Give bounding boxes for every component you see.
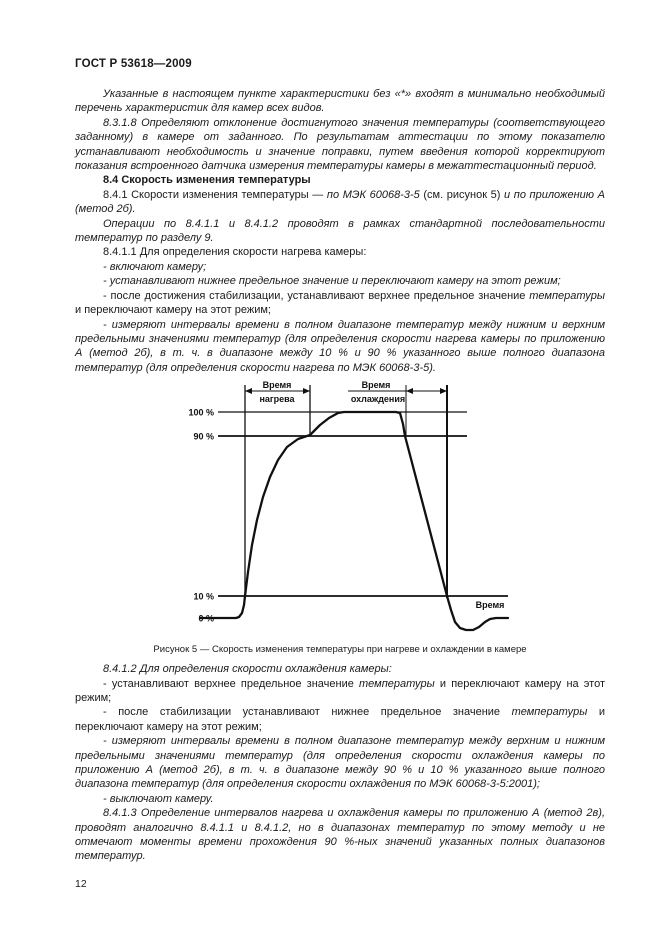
dimension-label: Время xyxy=(361,380,391,391)
paragraph: - включают камеру; xyxy=(103,260,207,273)
figure-5 xyxy=(160,379,510,632)
arrowhead-icon xyxy=(245,388,252,394)
paragraph: - после стабилизации устанавливают нижнее предельное значение температуры и переключают камеру на этот режим; xyxy=(75,706,606,733)
paragraph: 8.4.1.2 Для определения скорости охлаждения камеры: xyxy=(103,663,392,676)
arrowhead-icon xyxy=(440,388,447,394)
y-tick-label: 90 % xyxy=(193,431,214,442)
paragraph: 8.4 Скорость изменения температуры xyxy=(103,174,311,187)
y-tick-label: 0 % xyxy=(198,613,214,624)
arrowhead-icon xyxy=(303,388,310,394)
arrowhead-icon xyxy=(406,388,413,394)
temperature-curve xyxy=(200,412,508,630)
paragraph: Указанные в настоящем пункте характеристики без «*» входят в минимально необходимый перечень характеристик для камер всех видов. xyxy=(75,88,605,115)
page-number: 12 xyxy=(75,877,87,890)
paragraph: Операции по 8.4.1.1 и 8.4.1.2 проводят в рамках стандартной последовательности температур по разделу 9. xyxy=(75,217,605,245)
figure-caption: Рисунок 5 — Скорость изменения температуры при нагреве и охлаждении в камере xyxy=(153,644,527,656)
paragraph: 8.4.1 Скорости изменения температуры — по МЭК 60068-3-5 (см. рисунок 5) и по приложению А (метод 2б). xyxy=(75,188,606,216)
paragraph: 8.4.1.3 Определение интервалов нагрева и охлаждения камеры по приложению А (метод 2в), проводят аналогично 8.4.1.1 и 8.4.1.2, но в диапазонах температур по этому методу и не отмечают моменты времени прохождения 90 %-ных значений указанных полных диапазонов температур. xyxy=(75,807,605,863)
paragraph: - измеряют интервалы времени в полном диапазоне температур между нижним и верхним предельными значениями температур (для определения скорости нагрева камеры по приложению А (метод 2б), в т. ч. в диапазоне между 10 % и 90 % указанного выше полного диапазона температур (для определения скорости нагрева по МЭК 60068-3-5). xyxy=(75,318,605,374)
paragraph: 8.3.1.8 Определяют отклонение достигнутого значения температуры (соответствующего заданному) в камере от заданного. По результатам аттестации по этому показателю устанавливают необходимость и значение поправки, путем введения которой корректируют показания встроенного датчика измерения температуры камеры в межаттестационный период. xyxy=(75,116,605,173)
body-text-after-figure xyxy=(75,662,605,864)
paragraph: - устанавливают верхнее предельное значение температуры и переключают камеру на этот режим; xyxy=(75,677,605,704)
paragraph: - измеряют интервалы времени в полном диапазоне температур между верхним и нижним предельными значениями температур (для определения скорости охлаждения камеры по приложению А (метод 2б), в т. ч. в диапазоне между 90 % и 10 % указанного выше полного диапазона температур (для определения скорости охлаждения по МЭК 60068-3-5:2001); xyxy=(75,735,605,791)
dimension-label: Время xyxy=(262,380,292,391)
dimension-label: нагрева xyxy=(259,394,295,405)
standard-designation: ГОСТ Р 53618—2009 xyxy=(75,58,192,70)
body-text-before-figure xyxy=(75,87,605,375)
paragraph: - выключают камеру. xyxy=(103,792,214,805)
dimension-label: охлаждения xyxy=(350,394,406,405)
paragraph: - после достижения стабилизации, устанавливают верхнее предельное значение температуры и переключают камеру на этот режим; xyxy=(75,289,605,317)
y-tick-label: 10 % xyxy=(193,591,214,602)
y-tick-label: 100 % xyxy=(188,407,214,418)
paragraph: 8.4.1.1 Для определения скорости нагрева камеры: xyxy=(103,246,367,259)
paragraph: - устанавливают нижнее предельное значение и переключают камеру на этот режим; xyxy=(103,275,561,288)
figure-5-chart xyxy=(160,379,510,632)
x-axis-label: Время xyxy=(475,600,505,611)
